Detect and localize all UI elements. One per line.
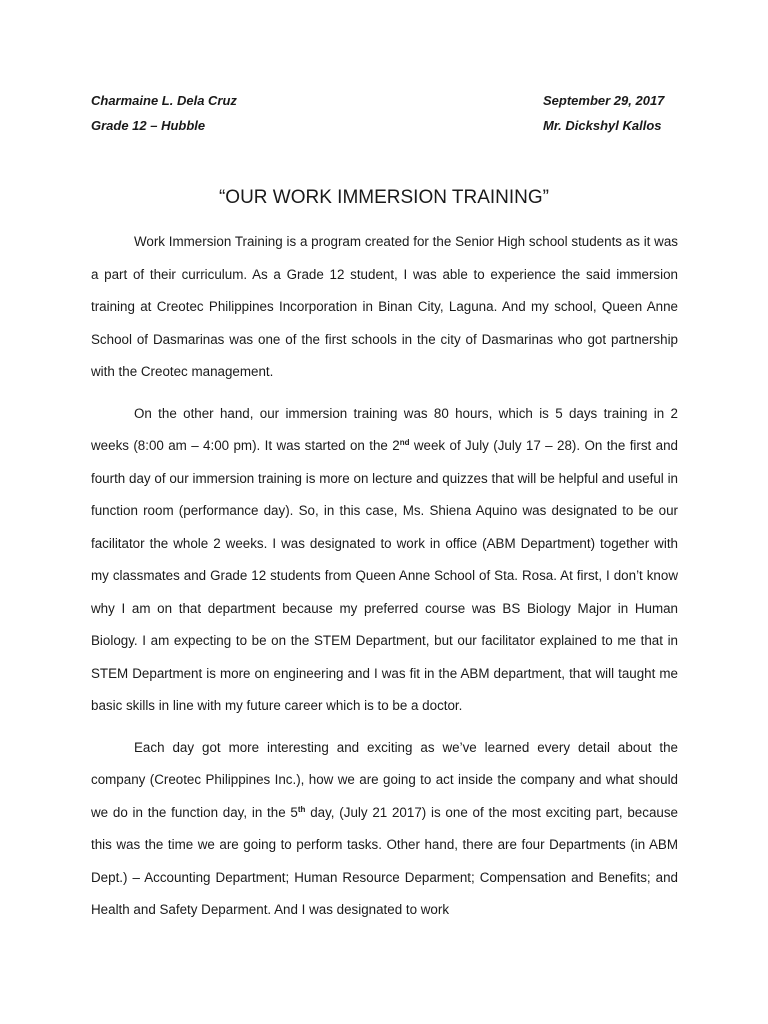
paragraph-3-part-2: day, (July 21 2017) is one of the most exciting part, because this was the time we are going to perform tasks. Other hand, there are four Departments (in ABM Dept.) – Accounting Department; Human Resource Deparment; Compensation and Benefits; and Health and Safety Deparment. And I was designated to work <box>91 804 678 917</box>
teacher-name: Mr. Dickshyl Kallos <box>543 118 662 133</box>
paragraph-2-part-2: week of July (July 17 – 28). On the first and fourth day of our immersion training is more on lecture and quizzes that will be helpful and useful in function room (performance day). So, in this case, Ms. Shiena Aquino was designated to be our facilitator the whole 2 weeks. I was designated to work in office (ABM Department) together with my classmates and Grade 12 students from Queen Anne School of Sta. Rosa. At first, I don’t know why I am on that department because my preferred course was BS Biology Major in Human Biology. I am expecting to be on the STEM Department, but our facilitator explained to me that in STEM Department is more on engineering and I was fit in the ABM department, that will taught me basic skills in line with my future career which is to be a doctor. <box>91 438 678 713</box>
paragraph-1: Work Immersion Training is a program created for the Senior High school students as it was a part of their curriculum. As a Grade 12 student, I was able to experience the said immersion training at Creotec Philippines Incorporation in Binan City, Laguna. And my school, Queen Anne School of Dasmarinas was one of the first schools in the city of Dasmarinas who got partnership with the Creotec management. <box>91 234 678 379</box>
ordinal-suffix-5th: th <box>297 804 306 814</box>
paragraph-2-part-1: On the other hand, our immersion training was 80 hours, which is 5 days training in 2 weeks (8:00 am – 4:00 pm). It was started on the 2 <box>91 405 678 453</box>
ordinal-suffix-2nd: nd <box>399 438 410 447</box>
grade-section: Grade 12 – Hubble <box>91 118 206 133</box>
essay-title: “OUR WORK IMMERSION TRAINING” <box>218 187 550 208</box>
author-name: Charmaine L. Dela Cruz <box>91 93 237 108</box>
paragraph-3-part-1: Each day got more interesting and exciting as we’ve learned every detail about the company (Creotec Philippines Inc.), how we are going to act inside the company and what should we do in the function day, in the 5 <box>91 739 678 820</box>
essay-body <box>91 226 678 927</box>
paragraph-3 <box>91 732 678 927</box>
paragraph-2 <box>91 398 678 723</box>
document-date: September 29, 2017 <box>543 93 665 108</box>
